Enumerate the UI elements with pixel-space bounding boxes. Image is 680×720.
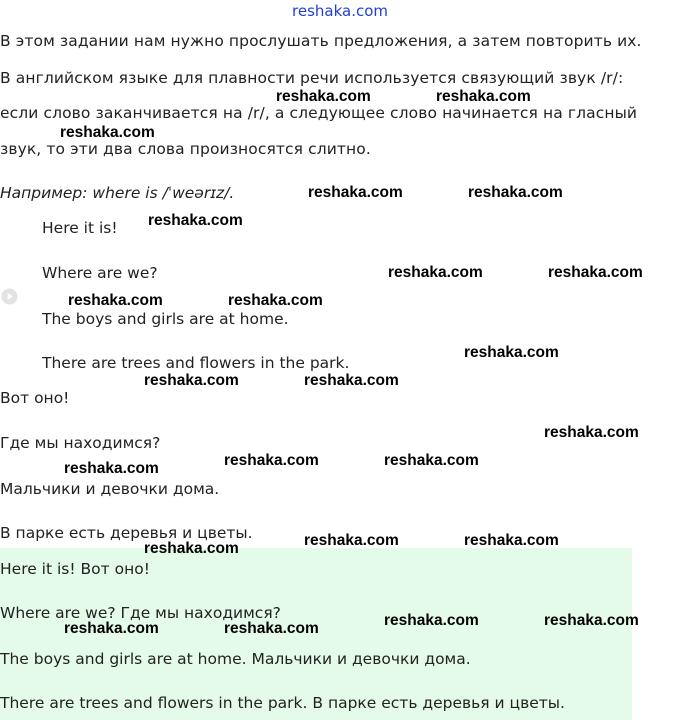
answer-line: There are trees and flowers in the park. В парке есть деревья и цветы.	[0, 694, 565, 712]
watermark: reshaka.com	[144, 372, 239, 389]
watermark: reshaka.com	[276, 88, 371, 105]
watermark: reshaka.com	[60, 124, 155, 141]
example-line: Например: where is /ˈweərɪz/.	[0, 184, 235, 202]
intro-line-3: если слово заканчивается на /r/, а следующее слово начинается на гласный	[0, 104, 638, 122]
watermark: reshaka.com	[388, 264, 483, 281]
watermark: reshaka.com	[384, 452, 479, 469]
watermark: reshaka.com	[148, 212, 243, 229]
play-icon[interactable]	[1, 288, 18, 305]
watermark: reshaka.com	[224, 620, 319, 637]
watermark: reshaka.com	[64, 460, 159, 477]
watermark: reshaka.com	[436, 88, 531, 105]
russian-sentence: В парке есть деревья и цветы.	[0, 524, 253, 542]
watermark: reshaka.com	[544, 424, 639, 441]
intro-line-1: В этом задании нам нужно прослушать предложения, а затем повторить их.	[0, 32, 642, 50]
english-sentence: Where are we?	[42, 264, 158, 282]
site-header-link[interactable]: reshaka.com	[292, 2, 388, 20]
watermark: reshaka.com	[464, 344, 559, 361]
russian-sentence: Где мы находимся?	[0, 434, 161, 452]
watermark: reshaka.com	[384, 612, 479, 629]
answer-line: Where are we? Где мы находимся?	[0, 604, 281, 622]
english-sentence: There are trees and flowers in the park.	[42, 354, 350, 372]
watermark: reshaka.com	[228, 292, 323, 309]
watermark: reshaka.com	[68, 292, 163, 309]
watermark: reshaka.com	[144, 540, 239, 557]
watermark: reshaka.com	[468, 184, 563, 201]
russian-sentence: Вот оно!	[0, 389, 70, 407]
watermark: reshaka.com	[224, 452, 319, 469]
english-sentence: Here it is!	[42, 219, 118, 237]
answer-line: The boys and girls are at home. Мальчики и девочки дома.	[0, 650, 471, 668]
russian-sentence: Мальчики и девочки дома.	[0, 480, 220, 498]
english-sentence: The boys and girls are at home.	[42, 310, 289, 328]
watermark: reshaka.com	[548, 264, 643, 281]
watermark: reshaka.com	[64, 620, 159, 637]
intro-line-2: В английском языке для плавности речи используется связующий звук /r/:	[0, 69, 624, 87]
watermark: reshaka.com	[304, 532, 399, 549]
watermark: reshaka.com	[464, 532, 559, 549]
watermark: reshaka.com	[304, 372, 399, 389]
watermark: reshaka.com	[544, 612, 639, 629]
answer-line: Here it is! Вот оно!	[0, 560, 150, 578]
intro-line-4: звук, то эти два слова произносятся слитно.	[0, 140, 371, 158]
watermark: reshaka.com	[308, 184, 403, 201]
